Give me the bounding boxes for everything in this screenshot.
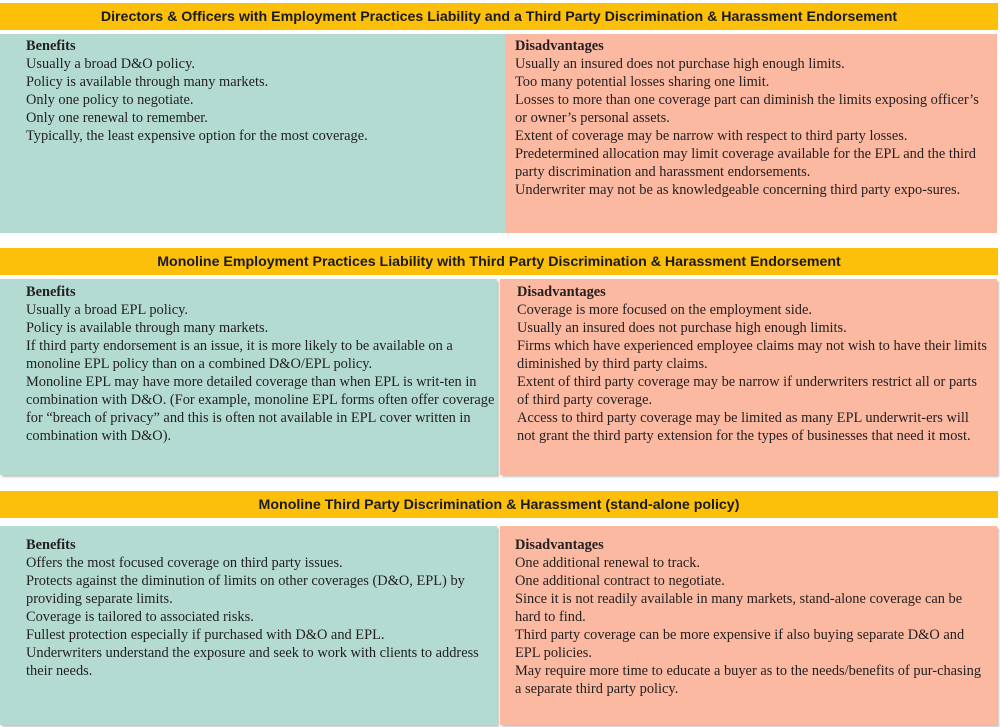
disadvantages-list xyxy=(515,55,989,199)
disadvantages-list xyxy=(517,301,989,445)
list-item: Underwriters understand the exposure and seek to work with clients to address their needs. xyxy=(26,645,479,679)
disadvantages-panel xyxy=(505,34,997,233)
list-item: One additional renewal to track. xyxy=(515,555,701,571)
benefits-list xyxy=(26,55,505,145)
list-item: Protects against the diminution of limits on other coverages (D&O, EPL) by providing separate limits. xyxy=(26,573,465,607)
list-item: Losses to more than one coverage part can diminish the limits exposing officer’s or owner’s personal assets. xyxy=(515,92,979,126)
benefits-heading: Benefits xyxy=(26,38,76,54)
list-item: Usually a broad EPL policy. xyxy=(26,302,188,318)
list-item: One additional contract to negotiate. xyxy=(515,573,725,589)
benefits-heading: Benefits xyxy=(26,284,76,300)
disadvantages-panel xyxy=(500,526,997,725)
list-item: Extent of coverage may be narrow with respect to third party losses. xyxy=(515,128,908,144)
list-item: Typically, the least expensive option for the most coverage. xyxy=(26,128,368,144)
list-item: Monoline EPL may have more detailed coverage than when EPL is writ-ten in combination with D&O. (For example, monoline EPL forms often offer coverage for “breach of privacy” and this is often not available in EPL cover written in combination with D&O). xyxy=(26,374,495,444)
list-item: Too many potential losses sharing one limit. xyxy=(515,74,770,90)
list-item: Coverage is more focused on the employment side. xyxy=(517,302,812,318)
list-item: Policy is available through many markets. xyxy=(26,320,269,336)
list-item: Policy is available through many markets. xyxy=(26,74,269,90)
list-item: Firms which have experienced employee claims may not wish to have their limits diminished by third party claims. xyxy=(517,338,987,372)
list-item: Underwriter may not be as knowledgeable concerning third party expo-sures. xyxy=(515,182,961,198)
list-item: Only one policy to negotiate. xyxy=(26,92,194,108)
section-title: Monoline Third Party Discrimination & Harassment (stand-alone policy) xyxy=(0,491,998,518)
benefits-heading: Benefits xyxy=(26,537,76,553)
disadvantages-list xyxy=(515,554,989,698)
list-item: Extent of third party coverage may be narrow if underwriters restrict all or parts of third party coverage. xyxy=(517,374,977,408)
list-item: Usually an insured does not purchase high enough limits. xyxy=(517,320,847,336)
list-item: Usually a broad D&O policy. xyxy=(26,56,195,72)
section-title: Directors & Officers with Employment Practices Liability and a Third Party Discrimination & Harassment Endorsement xyxy=(0,3,998,30)
disadvantages-heading: Disadvantages xyxy=(515,537,604,553)
disadvantages-heading: Disadvantages xyxy=(517,284,606,300)
list-item: May require more time to educate a buyer as to the needs/benefits of pur-chasing a separate third party policy. xyxy=(515,663,982,697)
list-item: Fullest protection especially if purchased with D&O and EPL. xyxy=(26,627,385,643)
benefits-list xyxy=(26,301,497,445)
list-item: If third party endorsement is an issue, it is more likely to be available on a monoline EPL policy than on a combined D&O/EPL policy. xyxy=(26,338,453,372)
disadvantages-heading: Disadvantages xyxy=(515,38,604,54)
disadvantages-panel xyxy=(500,279,997,475)
benefits-panel xyxy=(0,279,497,475)
list-item: Access to third party coverage may be limited as many EPL underwrit-ers will not grant the third party extension for the types of businesses that need it most. xyxy=(517,410,971,444)
list-item: Since it is not readily available in many markets, stand-alone coverage can be hard to find. xyxy=(515,591,963,625)
list-item: Coverage is tailored to associated risks. xyxy=(26,609,254,625)
section-title: Monoline Employment Practices Liability with Third Party Discrimination & Harassment Endorsement xyxy=(0,248,998,275)
benefits-list xyxy=(26,554,497,680)
list-item: Predetermined allocation may limit coverage available for the EPL and the third party discrimination and harassment endorsements. xyxy=(515,146,976,180)
benefits-panel xyxy=(0,34,505,233)
list-item: Third party coverage can be more expensive if also buying separate D&O and EPL policies. xyxy=(515,627,965,661)
list-item: Only one renewal to remember. xyxy=(26,110,208,126)
list-item: Offers the most focused coverage on third party issues. xyxy=(26,555,343,571)
list-item: Usually an insured does not purchase high enough limits. xyxy=(515,56,845,72)
benefits-panel xyxy=(0,526,497,725)
